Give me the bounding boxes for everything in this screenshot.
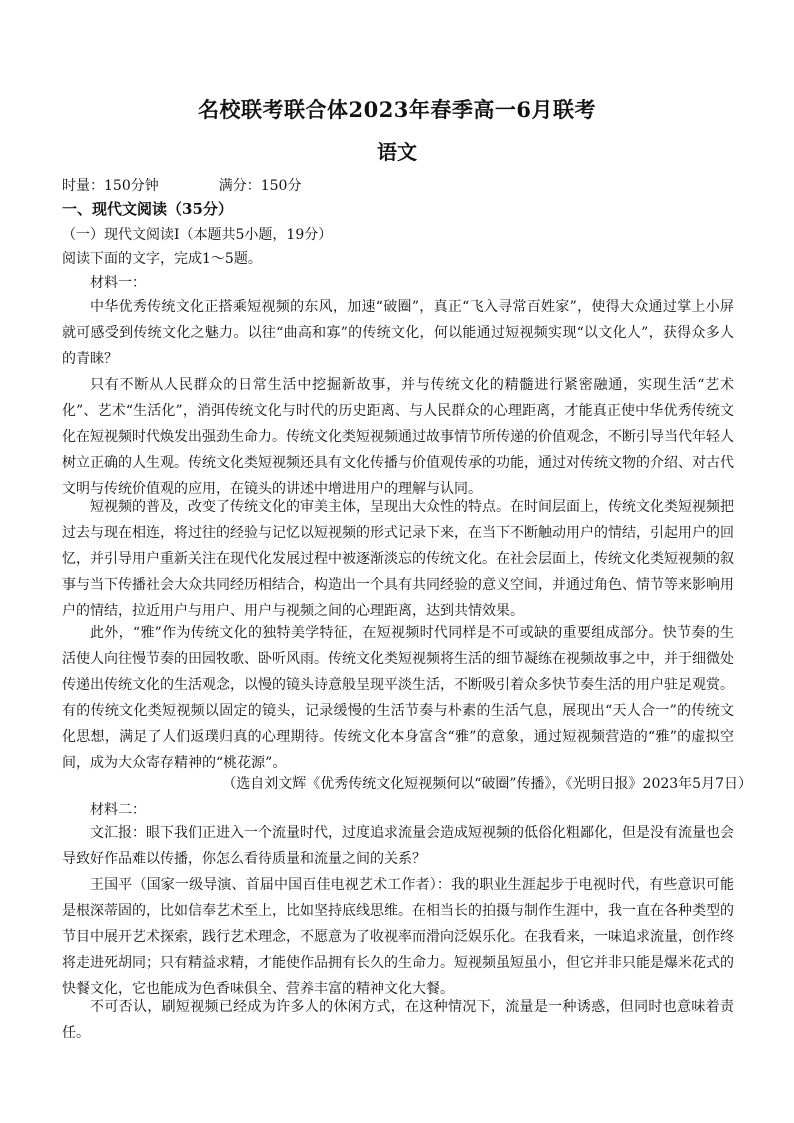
exam-info — [62, 175, 301, 195]
material-two-label: 材料二： — [90, 802, 146, 818]
material-one-paragraph: 中华优秀传统文化正搭乘短视频的东风，加速“破圈”，真正“飞入寻常百姓家”，使得大众通过掌上小屏就可感受到传统文化之魅力。以往“曲高和寡”的传统文化，何以能通过短视频实现“以文化人”，获得众多人的青睐？ — [62, 299, 734, 367]
material-two-paragraph: 不可否认，刷短视频已经成为许多人的休闲方式，在这种情况下，流量是一种诱惑，但同时也意味着责任。 — [62, 999, 734, 1041]
material-two-paragraph: 文汇报：眼下我们正进入一个流量时代，过度追求流量会造成短视频的低俗化粗鄙化，但是没有流量也会导致好作品难以传播，你怎么看待质量和流量之间的关系？ — [62, 825, 734, 867]
material-one-paragraph: 短视频的普及，改变了传统文化的审美主体，呈现出大众性的特点。在时间层面上，传统文化类短视频把过去与现在相连，将过往的经验与记忆以短视频的形式记录下来，在当下不断触动用户的情结，引起用户的回忆，并引导用户重新关注在现代化发展过程中被逐渐淡忘的传统文化。在社会层面上，传统文化类短视频的叙事与当下传播社会大众共同经历相结合，构造出一个具有共同经验的意义空间，并通过角色、情节等来影响用户的情结，拉近用户与用户、用户与视频之间的心理距离，达到共情效果。 — [62, 499, 734, 619]
subject-title: 语文 — [377, 140, 417, 164]
section-heading: 一、现代文阅读（35分） — [62, 200, 233, 218]
material-one-label: 材料一： — [90, 275, 146, 291]
material-two-paragraph: 王国平（国家一级导演、首届中国百佳电视艺术工作者）：我的职业生涯起步于电视时代，有些意识可能是根深蒂固的，比如信奉艺术至上，比如坚持底线思维。在相当长的拍摄与制作生涯中，我一直在各种类型的节目中展开艺术探索，践行艺术理念，不愿意为了收视率而滑向泛娱乐化。在我看来，一味追求流量，创作终将走进死胡同；只有精益求精，才能使作品拥有长久的生命力。短视频虽短虽小，但它并非只能是爆米花式的快餐文化，它也能成为色香味俱全、营养丰富的精神文化大餐。 — [62, 877, 734, 997]
exam-title: 名校联考联合体2023年春季高一6月联考 — [197, 97, 597, 122]
sub-section-heading: （一）现代文阅读I（本题共5小题，19分） — [62, 227, 333, 243]
exam-time: 时量：150分钟 — [62, 178, 159, 194]
reading-instruction: 阅读下面的文字，完成1～5题。 — [62, 251, 262, 267]
material-one-source: （选自刘文辉《优秀传统文化短视频何以“破圈”传播》，《光明日报》2023年5月7日） — [222, 776, 752, 792]
material-one-paragraph: 只有不断从人民群众的日常生活中挖掘新故事，并与传统文化的精髓进行紧密融通，实现生活“艺术化”、艺术“生活化”，消弭传统文化与时代的历史距离、与人民群众的心理距离，才能真正使中华优秀传统文化在短视频时代焕发出强劲生命力。传统文化类短视频通过故事情节所传递的价值观念，不断引导当代年轻人树立正确的人生观。传统文化类短视频还具有文化传播与价值观传承的功能，通过对传统文物的介绍、对古代文明与传统价值观的应用，在镜头的讲述中增进用户的理解与认同。 — [62, 377, 734, 497]
material-one-paragraph: 此外，“雅”作为传统文化的独特美学特征，在短视频时代同样是不可或缺的重要组成部分。快节奏的生活使人向往慢节奏的田园牧歌、卧听风雨。传统文化类短视频将生活的细节凝练在视频故事之中，并于细微处传递出传统文化的生活观念，以慢的镜头诗意般呈现平淡生活，不断吸引着众多快节奏生活的用户驻足观赏。有的传统文化类短视频以固定的镜头，记录缓慢的生活节奏与朴素的生活气息，展现出“天人合一”的传统文化思想，满足了人们返璞归真的心理期待。传统文化本身富含“雅”的意象，通过短视频营造的“雅”的虚拟空间，成为大众寄存精神的“桃花源”。 — [62, 625, 734, 771]
exam-score: 满分：150分 — [218, 178, 302, 194]
